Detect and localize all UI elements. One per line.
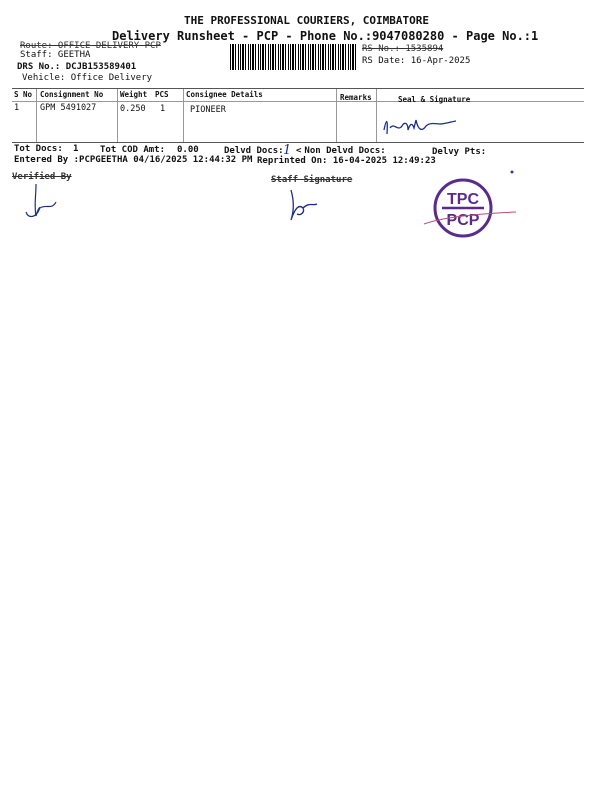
row-pcs: 1: [160, 104, 166, 114]
delvd-docs-label: Delvd Docs:: [224, 146, 284, 156]
delvy-pts-label: Delvy Pts:: [432, 147, 487, 157]
verified-by-label: Verified By: [12, 172, 72, 182]
header-sno: S No: [14, 90, 33, 99]
runsheet-title: Delivery Runsheet - PCP - Phone No.:9047080280 - Page No.:1: [112, 29, 539, 43]
col-divider: [336, 89, 337, 142]
drs-number: DRS No.: DCJB153589401: [17, 62, 137, 72]
company-title: THE PROFESSIONAL COURIERS, COIMBATORE: [184, 14, 430, 27]
header-consignment: Consignment No: [40, 90, 104, 99]
route-label: Route: OFFICE DELIVERY PCP: [20, 41, 161, 51]
stamp-line1: TPC: [447, 191, 479, 208]
tot-docs-value: 1: [73, 144, 79, 154]
staff-signature-label: Staff Signature: [271, 175, 353, 185]
vehicle-label: Vehicle: Office Delivery: [22, 73, 153, 83]
row-consignment: GPM 5491027: [40, 103, 97, 113]
table-bottom-rule: [12, 142, 584, 143]
header-seal-signature: Seal & Signature: [398, 95, 471, 104]
reprinted-on: Reprinted On: 16-04-2025 12:49:23: [257, 156, 436, 166]
cod-label: Tot COD Amt:: [100, 145, 166, 155]
staff-label: Staff: GEETHA: [20, 50, 91, 60]
non-delvd-docs-label: < Non Delvd Docs:: [296, 146, 386, 156]
staff-signature-icon: [283, 186, 323, 226]
header-pcs: PCS: [155, 90, 169, 99]
row-consignee: PIONEER: [190, 105, 226, 115]
tot-docs-label: Tot Docs:: [14, 144, 63, 154]
table-header-rule: [12, 101, 584, 102]
row-weight: 0.250: [120, 104, 146, 114]
verifier-signature-icon: [16, 182, 66, 227]
header-consignee: Consignee Details: [186, 90, 263, 99]
rs-number: RS No.: 1535894: [362, 44, 444, 54]
barcode-image: [230, 44, 358, 70]
col-divider: [36, 89, 37, 142]
col-divider: [117, 89, 118, 142]
table-top-rule: [12, 88, 584, 89]
row-sno: 1: [14, 103, 20, 113]
header-weight: Weight: [120, 90, 148, 99]
col-divider: [183, 89, 184, 142]
rs-date: RS Date: 16-Apr-2025: [362, 56, 471, 66]
cod-value: 0.00: [177, 145, 199, 155]
company-stamp-icon: [420, 168, 520, 248]
receiver-signature-icon: [378, 110, 468, 140]
delvd-docs-value: 1: [283, 143, 292, 158]
stamp-line2: PCP: [446, 212, 480, 229]
col-divider: [376, 89, 377, 142]
entered-by: Entered By :PCPGEETHA 04/16/2025 12:44:32 PM: [14, 155, 253, 165]
header-remarks: Remarks: [340, 93, 372, 102]
